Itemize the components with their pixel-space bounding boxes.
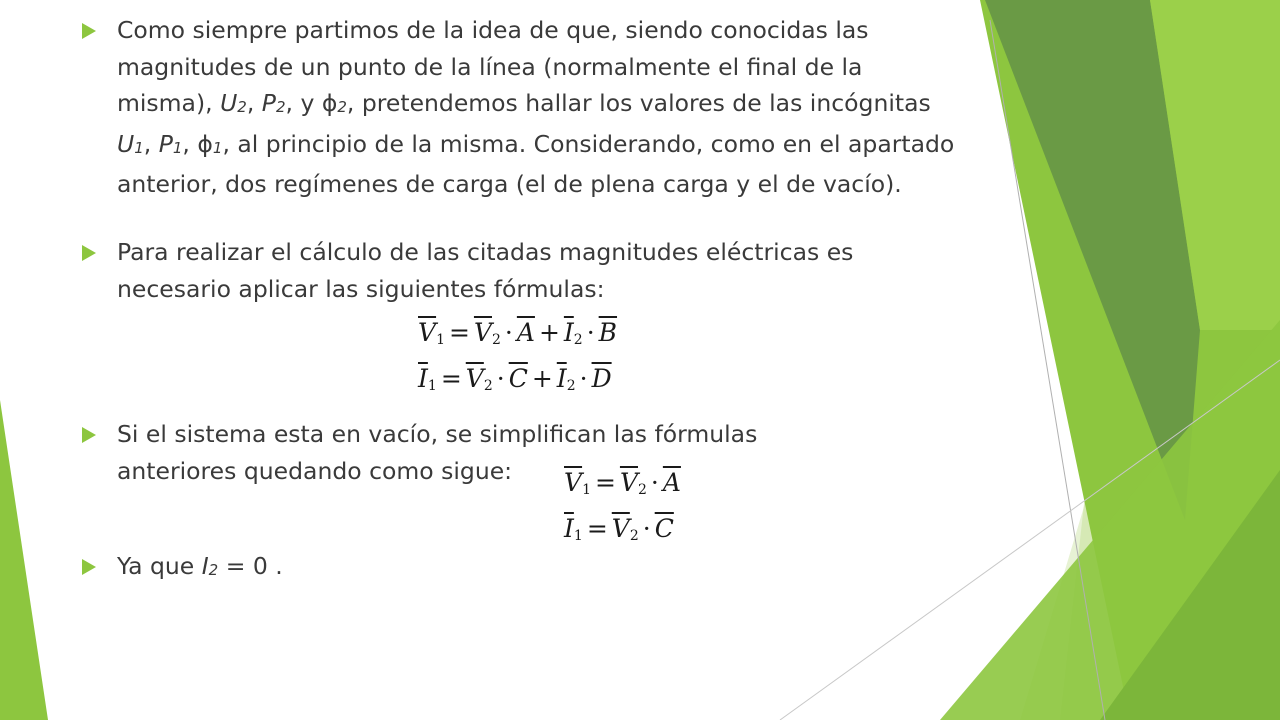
formula-empty-eq2: $\overline{I}1 = \overline{V}2 \cdot \overline{C}$ <box>564 514 674 544</box>
formula-full-eq1: $\overline{V}1 = \overline{V}2 \cdot \overline{A} + \overline{I}2 \cdot \overline{B}$ <box>418 318 618 348</box>
bullet-4 <box>82 548 582 589</box>
bullet-3 <box>82 416 882 489</box>
bullet-2 <box>82 234 962 307</box>
bullet-1 <box>82 12 962 203</box>
bullet-3-text: Si el sistema esta en vacío, se simplifican las fórmulas anteriores quedando como sigue: <box>117 420 758 485</box>
decor-left-triangle <box>0 400 48 720</box>
bullet-arrow-icon <box>82 559 96 575</box>
bullet-arrow-icon <box>82 245 96 261</box>
bullet-arrow-icon <box>82 427 96 443</box>
bullet-arrow-icon <box>82 23 96 39</box>
bullet-2-text: Para realizar el cálculo de las citadas magnitudes eléctricas es necesario aplicar las siguientes fórmulas: <box>117 238 854 303</box>
formula-full-eq2: $\overline{I}1 = \overline{V}2 \cdot \overline{C} + \overline{I}2 \cdot \overline{D}$ <box>418 364 612 394</box>
bullet-1-text: Como siempre partimos de la idea de que, siendo conocidas las magnitudes de un punto de la línea (normalmente el final de la misma), U2, P2, y ɸ2, pretendemos hallar los valores de las incógnitas U1, P1, ɸ1, al principio de la misma. Considerando, como en el apartado anterior, dos regímenes de carga (el de plena carga y el de vacío). <box>117 16 955 198</box>
formula-empty-eq1: $\overline{V}1 = \overline{V}2 \cdot \overline{A}$ <box>564 468 681 498</box>
bullet-4-text: Ya que I2 = 0 . <box>117 552 283 580</box>
